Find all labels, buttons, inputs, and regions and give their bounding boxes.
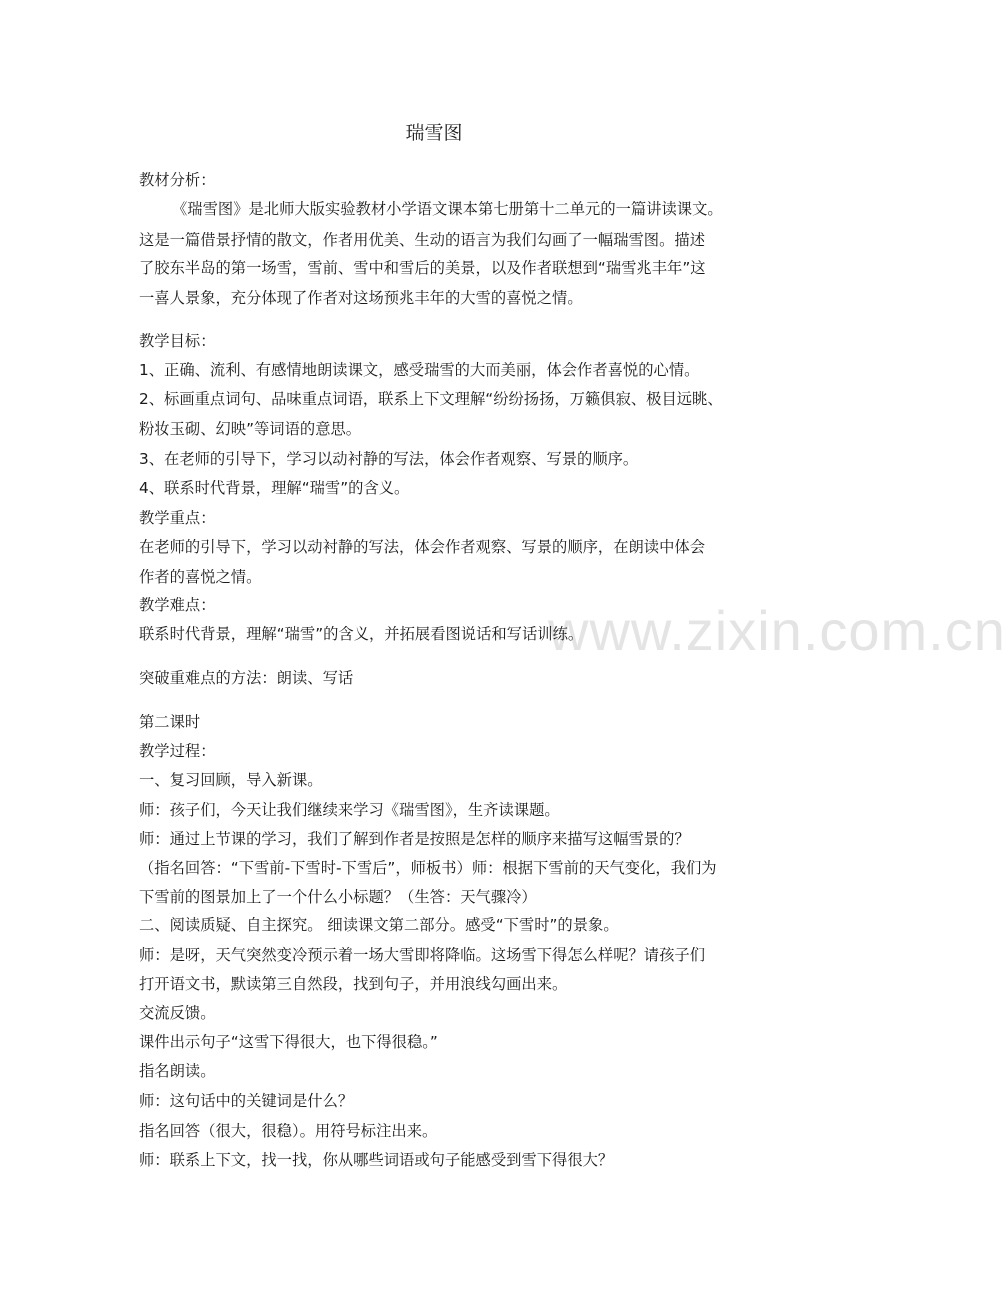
document-title: 瑞雪图	[405, 122, 463, 144]
section-heading-material-analysis: 教材分析：	[139, 171, 216, 189]
paragraph-line: 了胶东半岛的第一场雪，雪前、雪中和雪后的美景，以及作者联想到“瑞雪兆丰年”这	[139, 259, 706, 277]
paragraph-line: 一喜人景象，充分体现了作者对这场预兆丰年的大雪的喜悦之情。	[139, 289, 583, 307]
activity-line: 指名回答（很大，很稳）。用符号标注出来。	[139, 1122, 438, 1140]
section-heading-key-points: 教学重点：	[139, 509, 216, 527]
dialogue-line: 师：联系上下文，找一找，你从哪些词语或句子能感受到雪下得很大？	[139, 1151, 614, 1169]
step-heading: 一、复习回顾，导入新课。	[139, 771, 323, 789]
method-line: 突破重难点的方法：朗读、写话	[139, 669, 354, 687]
activity-line: 课件出示句子“这雪下得很大，也下得很稳。”	[139, 1033, 438, 1051]
dialogue-line: 师：通过上节课的学习，我们了解到作者是按照是怎样的顺序来描写这幅雪景的？	[139, 830, 690, 848]
goal-item: 4、联系时代背景，理解“瑞雪”的含义。	[139, 479, 410, 497]
activity-line: 交流反馈。	[139, 1004, 216, 1022]
goal-item: 1、正确、流利、有感情地朗读课文，感受瑞雪的大而美丽，体会作者喜悦的心情。	[139, 361, 700, 379]
activity-line: 指名朗读。	[139, 1062, 216, 1080]
dialogue-line: 师：是呀，天气突然变冷预示着一场大雪即将降临。这场雪下得怎么样呢？请孩子们	[139, 946, 705, 964]
paragraph-line: 联系时代背景，理解“瑞雪”的含义，并拓展看图说话和写话训练。	[139, 625, 584, 643]
paragraph-line: 在老师的引导下，学习以动衬静的写法，体会作者观察、写景的顺序，在朗读中体会	[139, 538, 705, 556]
paragraph-line: 这是一篇借景抒情的散文，作者用优美、生动的语言为我们勾画了一幅瑞雪图。描述	[139, 231, 705, 249]
dialogue-line: 师：这句话中的关键词是什么？	[139, 1092, 354, 1110]
paragraph-line: 作者的喜悦之情。	[139, 568, 262, 586]
goal-item: 2、标画重点词句、品味重点词语，联系上下文理解“纷纷扬扬，万籁俱寂、极目远眺、	[139, 390, 723, 408]
goal-item-continued: 粉妆玉砌、幻映”等词语的意思。	[139, 420, 362, 438]
section-heading-difficulties: 教学难点：	[139, 596, 216, 614]
dialogue-line: 下雪前的图景加上了一个什么小标题？（生答：天气骤冷）	[139, 888, 537, 906]
paragraph-line: 《瑞雪图》是北师大版实验教材小学语文课本第七册第十二单元的一篇讲读课文。	[172, 200, 723, 218]
section-heading-teaching-goals: 教学目标：	[139, 332, 216, 350]
section-heading-process: 教学过程：	[139, 742, 216, 760]
watermark: www.zixin.com.cn	[548, 599, 1006, 662]
dialogue-line: 打开语文书，默读第三自然段，找到句子，并用浪线勾画出来。	[139, 975, 568, 993]
step-heading: 二、阅读质疑、自主探究。 细读课文第二部分。感受“下雪时”的景象。	[139, 916, 619, 934]
dialogue-line: 师：孩子们，今天让我们继续来学习《瑞雪图》，生齐读课题。	[139, 801, 560, 819]
lesson-heading: 第二课时	[139, 713, 201, 731]
dialogue-line: （指名回答：“下雪前-下雪时-下雪后”，师板书）师：根据下雪前的天气变化，我们为	[139, 859, 717, 877]
goal-item: 3、在老师的引导下，学习以动衬静的写法，体会作者观察、写景的顺序。	[139, 450, 639, 468]
